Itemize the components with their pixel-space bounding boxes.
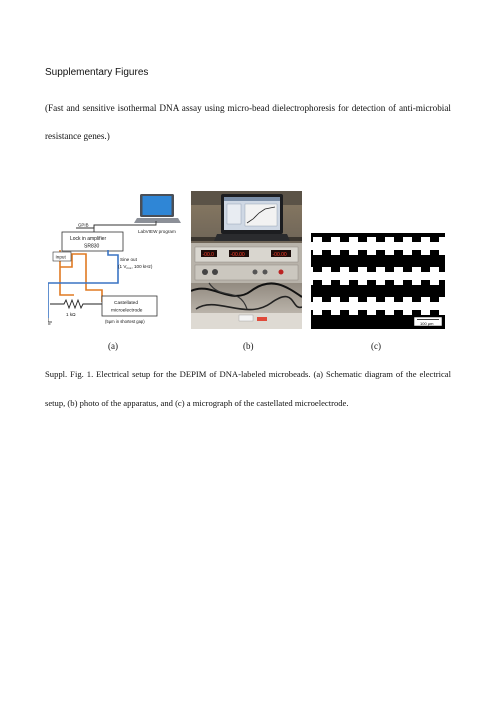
electrode-castellation [349, 237, 358, 255]
electrode-castellation [439, 237, 445, 255]
electrode-castellation [439, 297, 445, 315]
paper-subtitle: (Fast and sensitive isothermal DNA assay using micro-bead dielectrophoresis for detection of anti-microbial resistance genes.) [45, 103, 451, 141]
schematic-svg [48, 192, 184, 330]
gap-note: (5μm in shortest gap) [105, 319, 145, 324]
electrode-castellation [331, 297, 340, 315]
schematic-diagram [48, 192, 184, 330]
electrode-castellation [421, 297, 430, 315]
electrode-castellation [313, 237, 322, 255]
readout-1: -00.0 [202, 251, 214, 258]
electrode-label-1: Castellated [114, 301, 138, 306]
lockin-label-2: SR830 [84, 243, 100, 250]
panel-label-b: (b) [243, 341, 254, 351]
electrode-label-2: microelectrode [111, 308, 143, 314]
readout-3: -00.00 [272, 251, 287, 258]
electrode-castellation [322, 267, 331, 285]
electrode-castellation [421, 237, 430, 255]
sineout-label-1: Sine out [120, 257, 137, 262]
figure-caption: Suppl. Fig. 1. Electrical setup for the DEPIM of DNA-labeled microbeads. (a) Schematic diagram of the electrical setup, (b) photo of the apparatus, and (c) a micrograph of the castellated microelectrode. [45, 369, 451, 408]
panel-label-c: (c) [371, 341, 381, 351]
electrode-castellation [394, 267, 403, 285]
electrode-castellation [311, 267, 313, 285]
electrode-castellation [367, 297, 376, 315]
sineout-label-2: (1 $V_{rms}$, 100 kHz) [118, 264, 153, 271]
electrode-castellation [403, 297, 412, 315]
lockin-label-1: Lock in amplifier [70, 236, 107, 242]
laptop-icon [134, 194, 181, 223]
micrograph-svg [311, 233, 445, 329]
electrode-castellation [376, 267, 385, 285]
electrode-castellation [313, 297, 322, 315]
input-label: Input [55, 254, 66, 260]
electrode-micrograph [311, 233, 445, 329]
scale-bar-label: 100 μm [420, 320, 434, 326]
resistor-symbol [50, 300, 102, 308]
laptop-photo [214, 194, 290, 241]
page-heading: Supplementary Figures [45, 67, 149, 78]
electrode-castellation [367, 237, 376, 255]
electrode-castellation [385, 237, 394, 255]
electrode-castellation [385, 297, 394, 315]
electrode-castellation [412, 267, 421, 285]
electrode-castellation [331, 237, 340, 255]
readout-2: -00.00 [230, 251, 245, 258]
gpib-label: GPIB [78, 222, 89, 228]
labview-label: LabVIEW program [138, 229, 176, 234]
ground-icon [48, 318, 52, 324]
apparatus-photo [191, 191, 302, 329]
electrode-castellation [340, 267, 349, 285]
electrode-castellation [403, 237, 412, 255]
apparatus-svg [191, 191, 302, 329]
resistor-label: 1 kΩ [66, 312, 76, 317]
electrode-castellation [430, 267, 439, 285]
panel-label-a: (a) [108, 341, 118, 351]
electrode-castellation [358, 267, 367, 285]
electrode-castellation [349, 297, 358, 315]
